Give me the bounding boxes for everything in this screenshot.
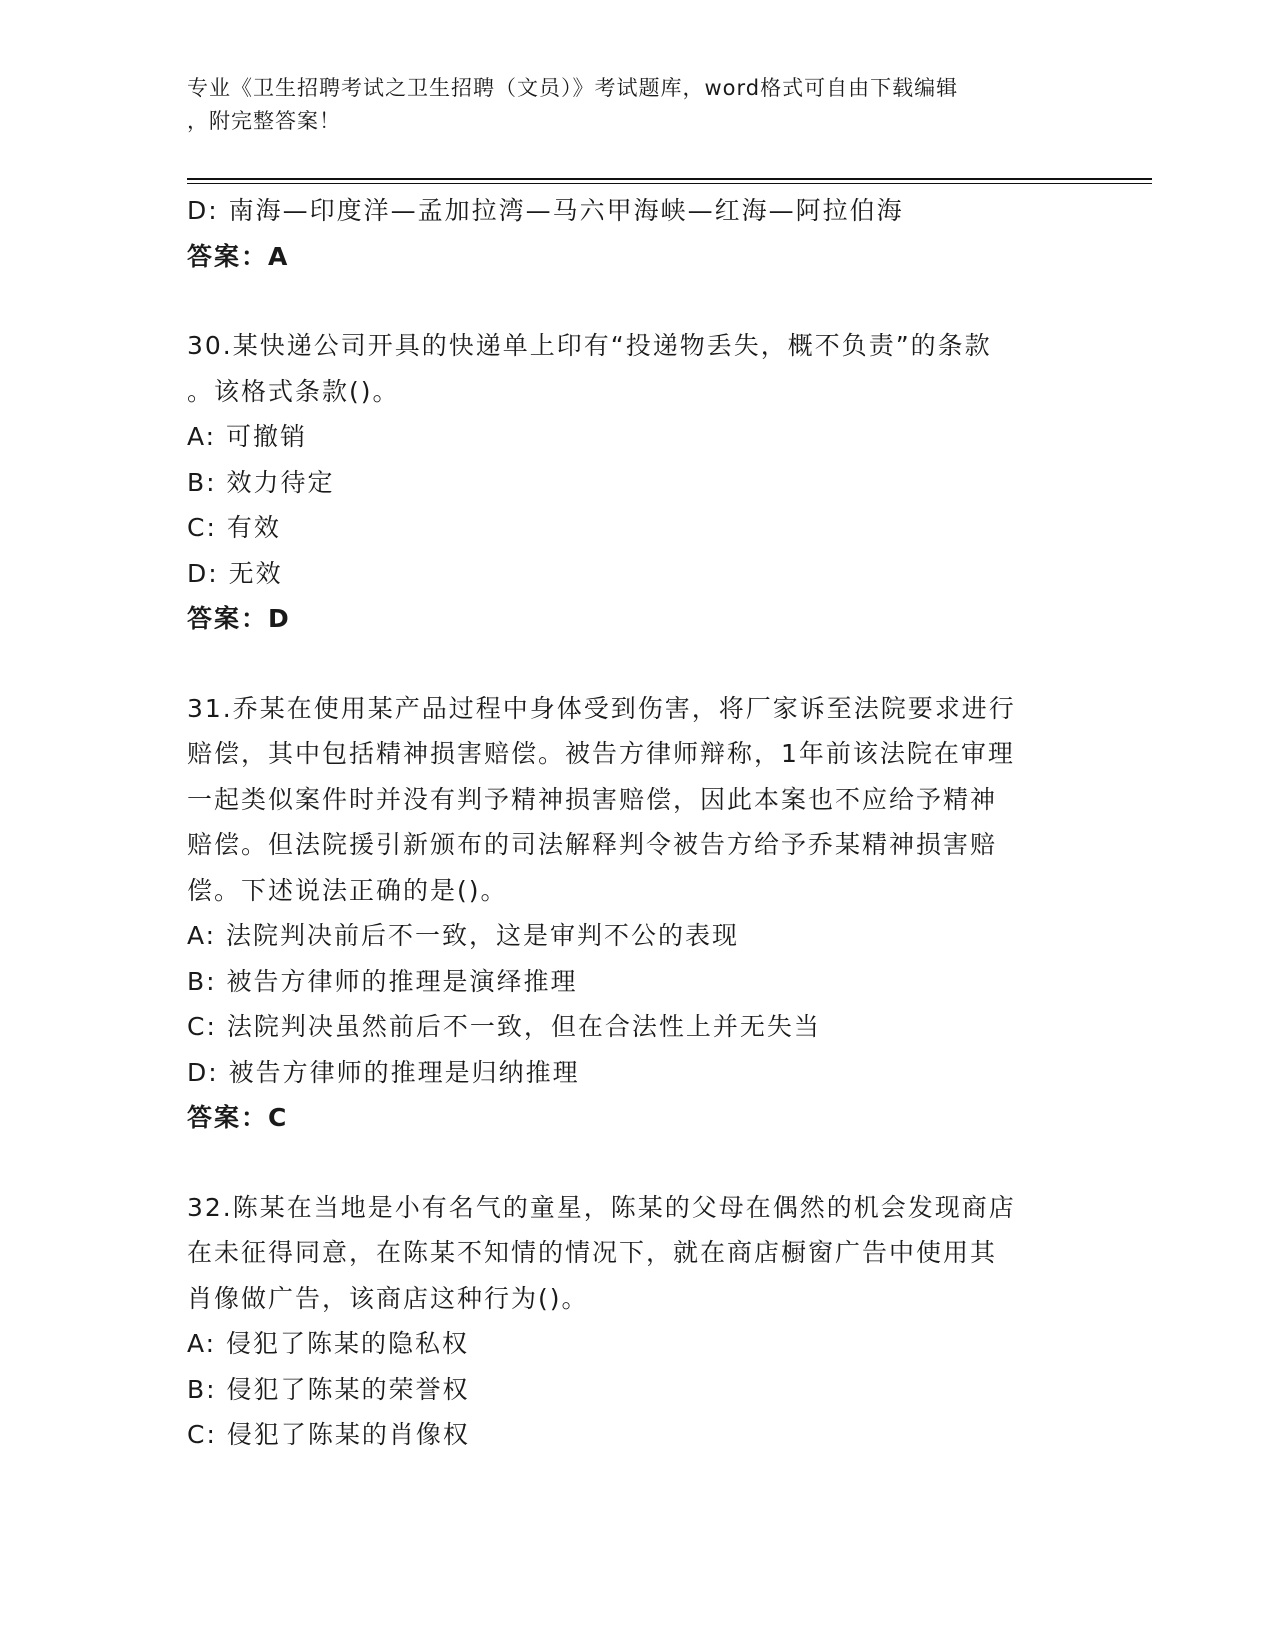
- option-d: D: 南海—印度洋—孟加拉湾—马六甲海峡—红海—阿拉伯海: [187, 196, 904, 225]
- question-text-line: 赔偿，其中包括精神损害赔偿。被告方律师辩称，1年前该法院在审理: [187, 739, 1015, 768]
- question-32: [187, 1185, 1087, 1458]
- question-text-line: 赔偿。但法院援引新颁布的司法解释判令被告方给予乔某精神损害赔: [187, 830, 998, 859]
- answer-line: 答案：D: [187, 604, 291, 633]
- option-d: D: 被告方律师的推理是归纳推理: [187, 1057, 580, 1087]
- option-c: C: 有效: [187, 513, 281, 542]
- option-a: A: 侵犯了陈某的隐私权: [187, 1329, 470, 1358]
- question-text-line: 31.乔某在使用某产品过程中身体受到伤害，将厂家诉至法院要求进行: [187, 693, 1016, 723]
- question-text-line: 30.某快递公司开具的快递单上印有“投递物丢失，概不负责”的条款: [187, 331, 992, 360]
- question-30: [187, 323, 1087, 642]
- option-a: A: 法院判决前后不一致，这是审判不公的表现: [187, 921, 740, 950]
- question-text-line: 偿。下述说法正确的是()。: [187, 875, 508, 905]
- option-d: D: 无效: [187, 558, 283, 588]
- question-text-line: 32.陈某在当地是小有名气的童星，陈某的父母在偶然的机会发现商店: [187, 1192, 1016, 1222]
- option-c: C: 侵犯了陈某的肖像权: [187, 1420, 470, 1449]
- question-text-line: 一起类似案件时并没有判予精神损害赔偿，因此本案也不应给予精神: [187, 784, 998, 814]
- option-a: A: 可撤销: [187, 422, 308, 451]
- header-divider-thin: [187, 183, 1152, 184]
- answer-line: 答案：C: [187, 1103, 289, 1132]
- question-content: [187, 188, 1087, 1458]
- question-31: [187, 686, 1087, 1141]
- option-c: C: 法院判决虽然前后不一致，但在合法性上并无失当: [187, 1012, 821, 1041]
- question-text-line: 。该格式条款()。: [187, 376, 400, 406]
- header-line-1: 专业《卫生招聘考试之卫生招聘（文员）》考试题库，word格式可自由下载编辑: [187, 76, 959, 100]
- answer-line: 答案：A: [187, 241, 290, 271]
- question-text-line: 在未征得同意，在陈某不知情的情况下，就在商店橱窗广告中使用其: [187, 1238, 998, 1267]
- header-line-2: ，附完整答案！: [187, 109, 341, 133]
- option-b: B: 侵犯了陈某的荣誉权: [187, 1374, 470, 1404]
- option-b: B: 被告方律师的推理是演绎推理: [187, 966, 578, 996]
- question-text-line: 肖像做广告，该商店这种行为()。: [187, 1283, 589, 1313]
- document-header: [187, 72, 1067, 138]
- option-b: B: 效力待定: [187, 467, 335, 497]
- header-divider-thick: [187, 178, 1152, 180]
